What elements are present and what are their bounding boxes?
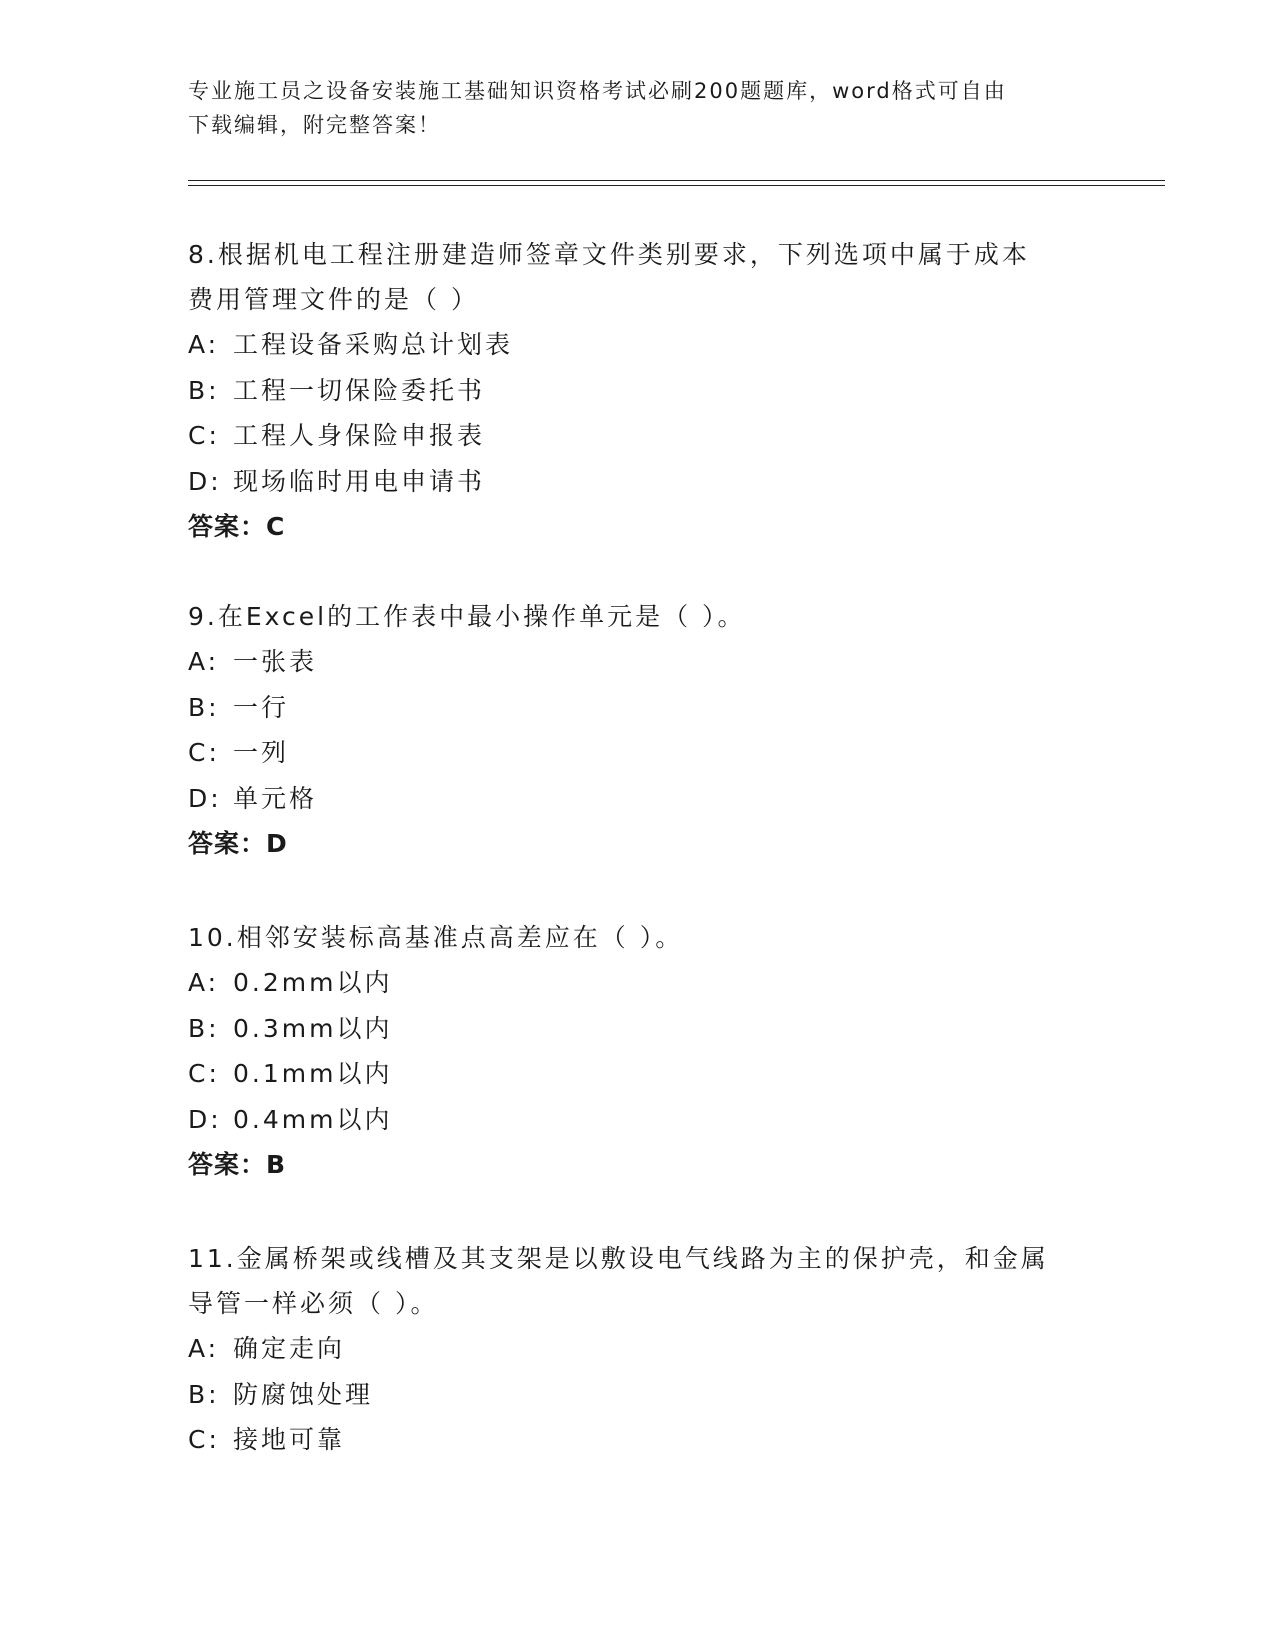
option-key: A:	[188, 330, 220, 359]
option-text: 确定走向	[233, 1334, 346, 1363]
question-10	[188, 915, 1088, 1188]
answer-label: 答案：D	[188, 829, 288, 858]
header-line-2: 下载编辑，附完整答案！	[188, 113, 441, 137]
option-key: D:	[188, 1104, 222, 1134]
option-key: A:	[188, 647, 220, 676]
option-c	[188, 730, 1088, 776]
answer-label: 答案：C	[188, 512, 286, 541]
option-c	[188, 413, 1088, 459]
option-key: D:	[188, 783, 222, 813]
question-11	[188, 1236, 1088, 1463]
option-text: 一张表	[233, 647, 318, 676]
option-b	[188, 368, 1088, 414]
question-stem-line: 8.根据机电工程注册建造师签章文件类别要求，下列选项中属于成本	[188, 240, 1030, 269]
option-text: 工程设备采购总计划表	[233, 330, 514, 359]
option-text: 0.4mm以内	[233, 1104, 393, 1134]
header-divider-top	[188, 180, 1165, 181]
header-line-1: 专业施工员之设备安装施工基础知识资格考试必刷200题题库，word格式可自由	[188, 79, 1007, 103]
option-key: C:	[188, 421, 220, 450]
option-key: A:	[188, 1334, 220, 1363]
option-key: B:	[188, 692, 220, 722]
answer-label: 答案：B	[188, 1150, 287, 1179]
option-key: C:	[188, 1425, 220, 1454]
option-d	[188, 776, 1088, 822]
option-a	[188, 322, 1088, 368]
question-stem-line: 导管一样必须（ ）。	[188, 1289, 439, 1318]
option-key: A:	[188, 968, 220, 997]
option-c	[188, 1417, 1088, 1463]
question-stem-line: 10.相邻安装标高基准点高差应在（ ）。	[188, 923, 684, 952]
option-text: 0.3mm以内	[233, 1013, 393, 1043]
option-text: 接地可靠	[233, 1425, 346, 1454]
option-text: 工程一切保险委托书	[233, 375, 486, 405]
option-a	[188, 639, 1088, 685]
question-stem-line: 9.在Excel的工作表中最小操作单元是（ ）。	[188, 602, 746, 631]
option-key: B:	[188, 375, 220, 405]
option-key: B:	[188, 1379, 220, 1409]
option-text: 现场临时用电申请书	[233, 466, 486, 496]
option-text: 工程人身保险申报表	[233, 421, 486, 450]
option-c	[188, 1051, 1088, 1097]
header-divider-bottom	[188, 185, 1165, 186]
option-key: B:	[188, 1013, 220, 1043]
option-key: C:	[188, 738, 220, 767]
option-key: C:	[188, 1059, 220, 1088]
option-text: 一行	[233, 692, 290, 722]
question-8	[188, 232, 1088, 550]
option-text: 0.2mm以内	[233, 968, 393, 997]
question-stem-line: 11.金属桥架或线槽及其支架是以敷设电气线路为主的保护壳，和金属	[188, 1244, 1049, 1273]
option-b	[188, 685, 1088, 731]
option-d	[188, 1097, 1088, 1143]
document-header	[188, 74, 1088, 142]
option-text: 防腐蚀处理	[233, 1379, 374, 1409]
question-stem-line: 费用管理文件的是（ ）	[188, 285, 479, 314]
option-key: D:	[188, 466, 222, 496]
question-9	[188, 594, 1088, 867]
option-text: 0.1mm以内	[233, 1059, 393, 1088]
option-a	[188, 1326, 1088, 1372]
option-text: 单元格	[233, 783, 318, 813]
option-a	[188, 960, 1088, 1006]
option-d	[188, 459, 1088, 505]
option-b	[188, 1006, 1088, 1052]
option-text: 一列	[233, 738, 290, 767]
option-b	[188, 1372, 1088, 1418]
